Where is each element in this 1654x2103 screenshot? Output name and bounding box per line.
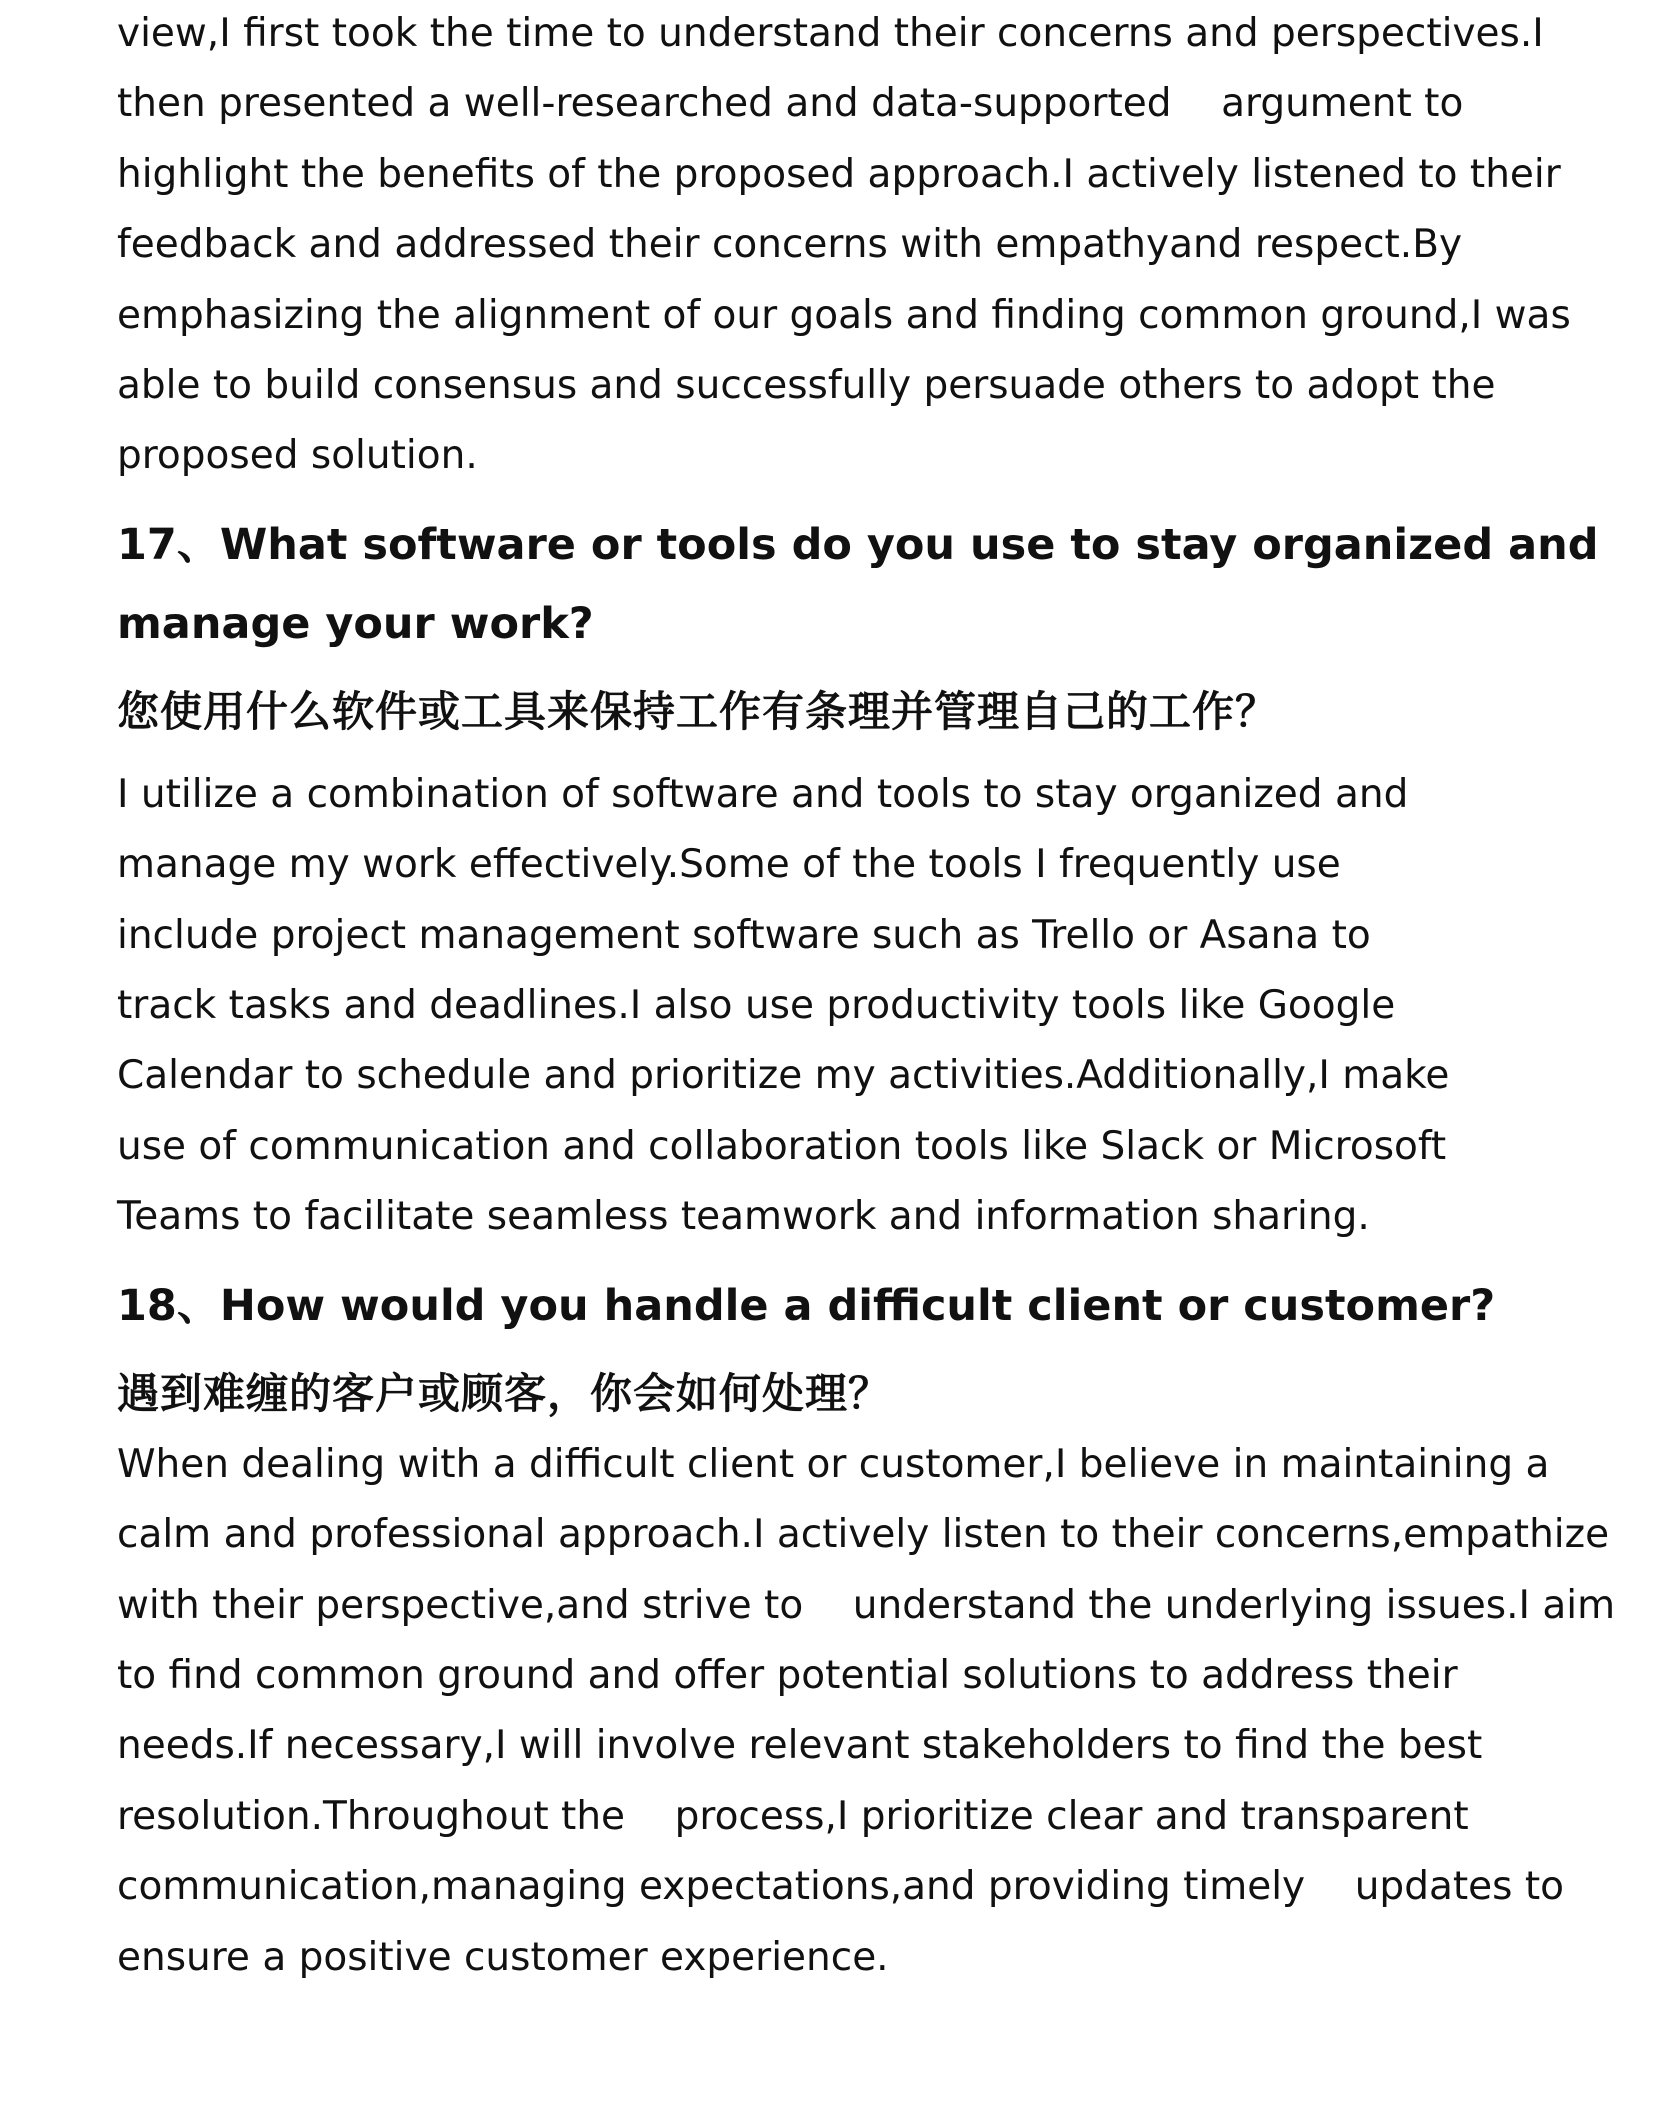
question-17-answer	[117, 760, 1547, 1253]
question-18-heading-en	[117, 1267, 1547, 1346]
paragraph-line: proposed solution.	[117, 433, 478, 479]
heading-line: 18、How would you handle a difficult client or customer?	[117, 1280, 1496, 1331]
heading-line: manage your work?	[117, 598, 594, 649]
paragraph-line: communication,managing expectations,and providing timely updates to	[117, 1864, 1564, 1910]
paragraph-line: manage my work effectively.Some of the tools I frequently use	[117, 842, 1341, 888]
paragraph-line: to find common ground and offer potential solutions to address their	[117, 1652, 1458, 1698]
paragraph-line: with their perspective,and strive to understand the underlying issues.I aim	[117, 1582, 1616, 1628]
paragraph-line: Calendar to schedule and prioritize my activities.Additionally,I make	[117, 1053, 1450, 1099]
question-17-heading-zh: 您使用什么软件或工具来保持工作有条理并管理自己的工作？	[117, 686, 1279, 736]
paragraph-line: resolution.Throughout the process,I prioritize clear and transparent	[117, 1793, 1469, 1839]
paragraph-line: able to build consensus and successfully persuade others to adopt the	[117, 363, 1496, 409]
paragraph-line: highlight the benefits of the proposed approach.I actively listened to their	[117, 151, 1561, 197]
paragraph-line: feedback and addressed their concerns with empathyand respect.By	[117, 222, 1463, 268]
question-18-answer	[117, 1430, 1616, 1993]
question-18-heading-zh: 遇到难缠的客户或顾客，你会如何处理？	[117, 1368, 892, 1418]
paragraph-line: calm and professional approach.I actively listen to their concerns,empathize	[117, 1512, 1610, 1558]
paragraph-line: track tasks and deadlines.I also use productivity tools like Google	[117, 983, 1396, 1029]
question-17-heading-en	[117, 506, 1599, 664]
paragraph-line: needs.If necessary,I will involve relevant stakeholders to find the best	[117, 1723, 1483, 1769]
paragraph-line: Teams to facilitate seamless teamwork and information sharing.	[117, 1194, 1370, 1240]
previous-answer-paragraph	[117, 0, 1571, 492]
paragraph-line: use of communication and collaboration tools like Slack or Microsoft	[117, 1123, 1447, 1169]
paragraph-line: include project management software such as Trello or Asana to	[117, 912, 1371, 958]
heading-line: 17、What software or tools do you use to stay organized and	[117, 519, 1599, 570]
document-body	[117, 0, 1616, 1993]
paragraph-line: emphasizing the alignment of our goals and finding common ground,I was	[117, 292, 1571, 338]
paragraph-line: ensure a positive customer experience.	[117, 1934, 889, 1980]
paragraph-line: When dealing with a difficult client or customer,I believe in maintaining a	[117, 1441, 1550, 1487]
paragraph-line: I utilize a combination of software and tools to stay organized and	[117, 771, 1409, 817]
paragraph-line: view,I first took the time to understand their concerns and perspectives.I	[117, 11, 1544, 56]
paragraph-line: then presented a well-researched and data-supported argument to	[117, 81, 1464, 127]
